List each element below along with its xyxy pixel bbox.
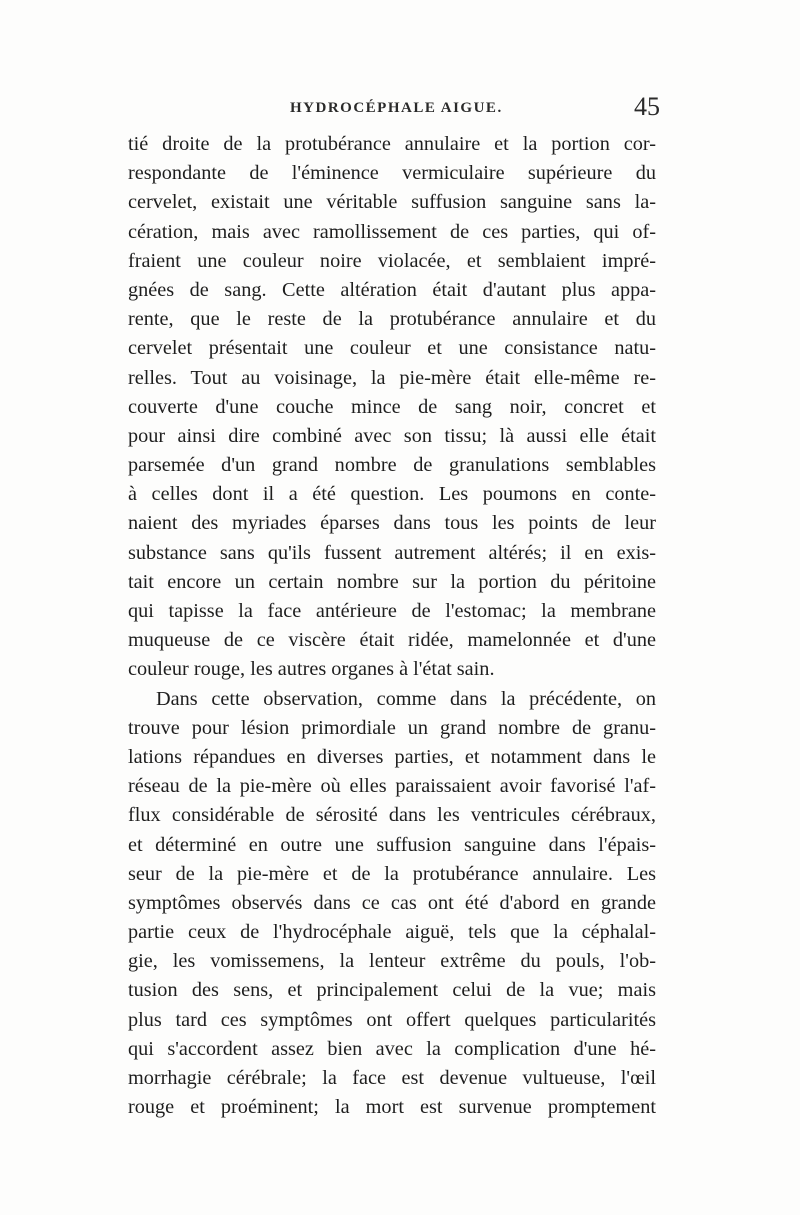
page-number: 45: [634, 92, 660, 121]
text-line: cération, mais avec ramollissement de ces parties, qui of-: [128, 220, 656, 243]
body-text: [128, 130, 656, 1122]
text-line: et déterminé en outre une suffusion sanguine dans l'épais-: [128, 833, 656, 856]
text-line: tait encore un certain nombre sur la portion du péritoine: [128, 570, 656, 593]
text-line: pour ainsi dire combiné avec son tissu; là aussi elle était: [128, 424, 656, 447]
running-head: HYDROCÉPHALE AIGUE.: [290, 100, 503, 116]
text-line: plus tard ces symptômes ont offert quelques particularités: [128, 1008, 656, 1031]
text-line: substance sans qu'ils fussent autrement altérés; il en exis-: [128, 541, 656, 564]
text-line: relles. Tout au voisinage, la pie-mère était elle-même re-: [128, 366, 656, 389]
text-line: qui s'accordent assez bien avec la complication d'une hé-: [128, 1037, 656, 1060]
text-line: à celles dont il a été question. Les poumons en conte-: [128, 483, 656, 506]
text-line: respondante de l'éminence vermiculaire supérieure du: [128, 162, 656, 185]
text-line: flux considérable de sérosité dans les ventricules cérébraux,: [128, 804, 656, 827]
text-line: gnées de sang. Cette altération était d'autant plus appa-: [128, 278, 656, 301]
text-line: couverte d'une couche mince de sang noir, concret et: [128, 395, 656, 418]
text-line: réseau de la pie-mère où elles paraissaient avoir favorisé l'af-: [128, 775, 656, 798]
text-line: cervelet présentait une couleur et une consistance natu-: [128, 337, 656, 360]
text-line: tusion des sens, et principalement celui de la vue; mais: [128, 979, 656, 1002]
text-line: couleur rouge, les autres organes à l'état sain.: [128, 658, 495, 681]
text-line: parsemée d'un grand nombre de granulations semblables: [128, 454, 656, 477]
text-line: morrhagie cérébrale; la face est devenue vultueuse, l'œil: [128, 1067, 656, 1089]
text-line: partie ceux de l'hydrocéphale aiguë, tels que la céphalal-: [128, 921, 656, 944]
text-line: muqueuse de ce viscère était ridée, mamelonnée et d'une: [128, 629, 656, 652]
text-line: rente, que le reste de la protubérance annulaire et du: [128, 308, 656, 331]
text-line: symptômes observés dans ce cas ont été d'abord en grande: [128, 891, 656, 914]
page-header: [130, 92, 660, 132]
text-line: tié droite de la protubérance annulaire et la portion cor-: [128, 133, 656, 155]
text-line: lations répandues en diverses parties, et notamment dans le: [128, 745, 656, 768]
text-line: naient des myriades éparses dans tous les points de leur: [128, 512, 656, 535]
text-line: rouge et proéminent; la mort est survenue promptement: [128, 1096, 656, 1119]
text-line: cervelet, existait une véritable suffusion sanguine sans la-: [128, 191, 656, 214]
text-line: gie, les vomissemens, la lenteur extrême du pouls, l'ob-: [128, 950, 656, 973]
text-line: trouve pour lésion primordiale un grand nombre de granu-: [128, 716, 656, 739]
text-line: seur de la pie-mère et de la protubérance annulaire. Les: [128, 862, 656, 885]
text-line: fraient une couleur noire violacée, et semblaient impré-: [128, 249, 656, 272]
paragraph-start-line: Dans cette observation, comme dans la précédente, on: [156, 687, 656, 710]
text-line: qui tapisse la face antérieure de l'estomac; la membrane: [128, 600, 656, 622]
